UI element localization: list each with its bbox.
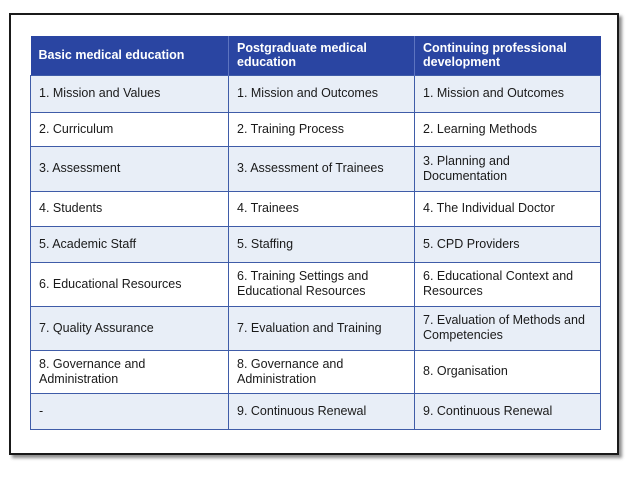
table-row xyxy=(31,146,601,191)
table-row xyxy=(31,306,601,350)
header-row xyxy=(31,36,601,75)
table-body xyxy=(31,75,601,429)
table-row xyxy=(31,350,601,393)
cell-cpd: 1. Mission and Outcomes xyxy=(415,75,601,112)
cell-postgraduate: 3. Assessment of Trainees xyxy=(229,146,415,191)
cell-cpd: 9. Continuous Renewal xyxy=(415,393,601,429)
table-row xyxy=(31,191,601,226)
header-postgraduate-medical-education: Postgraduate medical education xyxy=(229,36,415,75)
cell-postgraduate: 8. Governance and Administration xyxy=(229,350,415,393)
cell-basic: 7. Quality Assurance xyxy=(31,306,229,350)
cell-basic: 1. Mission and Values xyxy=(31,75,229,112)
cell-basic: 8. Governance and Administration xyxy=(31,350,229,393)
cell-postgraduate: 4. Trainees xyxy=(229,191,415,226)
cell-cpd: 5. CPD Providers xyxy=(415,226,601,262)
cell-postgraduate: 5. Staffing xyxy=(229,226,415,262)
table-header xyxy=(31,36,601,75)
cell-cpd: 4. The Individual Doctor xyxy=(415,191,601,226)
standards-comparison-table xyxy=(30,36,601,430)
cell-postgraduate: 2. Training Process xyxy=(229,112,415,146)
cell-basic: 6. Educational Resources xyxy=(31,262,229,306)
cell-basic: 5. Academic Staff xyxy=(31,226,229,262)
cell-postgraduate: 6. Training Settings and Educational Resources xyxy=(229,262,415,306)
cell-cpd: 7. Evaluation of Methods and Competencies xyxy=(415,306,601,350)
cell-basic: 2. Curriculum xyxy=(31,112,229,146)
cell-cpd: 8. Organisation xyxy=(415,350,601,393)
cell-cpd: 2. Learning Methods xyxy=(415,112,601,146)
header-basic-medical-education: Basic medical education xyxy=(31,36,229,75)
header-continuing-professional-development: Continuing professional development xyxy=(415,36,601,75)
cell-postgraduate: 7. Evaluation and Training xyxy=(229,306,415,350)
table-row xyxy=(31,75,601,112)
table-row xyxy=(31,393,601,429)
table-row xyxy=(31,112,601,146)
cell-cpd: 6. Educational Context and Resources xyxy=(415,262,601,306)
cell-cpd: 3. Planning and Documentation xyxy=(415,146,601,191)
cell-basic: 3. Assessment xyxy=(31,146,229,191)
cell-basic: 4. Students xyxy=(31,191,229,226)
cell-postgraduate: 1. Mission and Outcomes xyxy=(229,75,415,112)
table-row xyxy=(31,262,601,306)
cell-postgraduate: 9. Continuous Renewal xyxy=(229,393,415,429)
table-row xyxy=(31,226,601,262)
cell-basic: - xyxy=(31,393,229,429)
